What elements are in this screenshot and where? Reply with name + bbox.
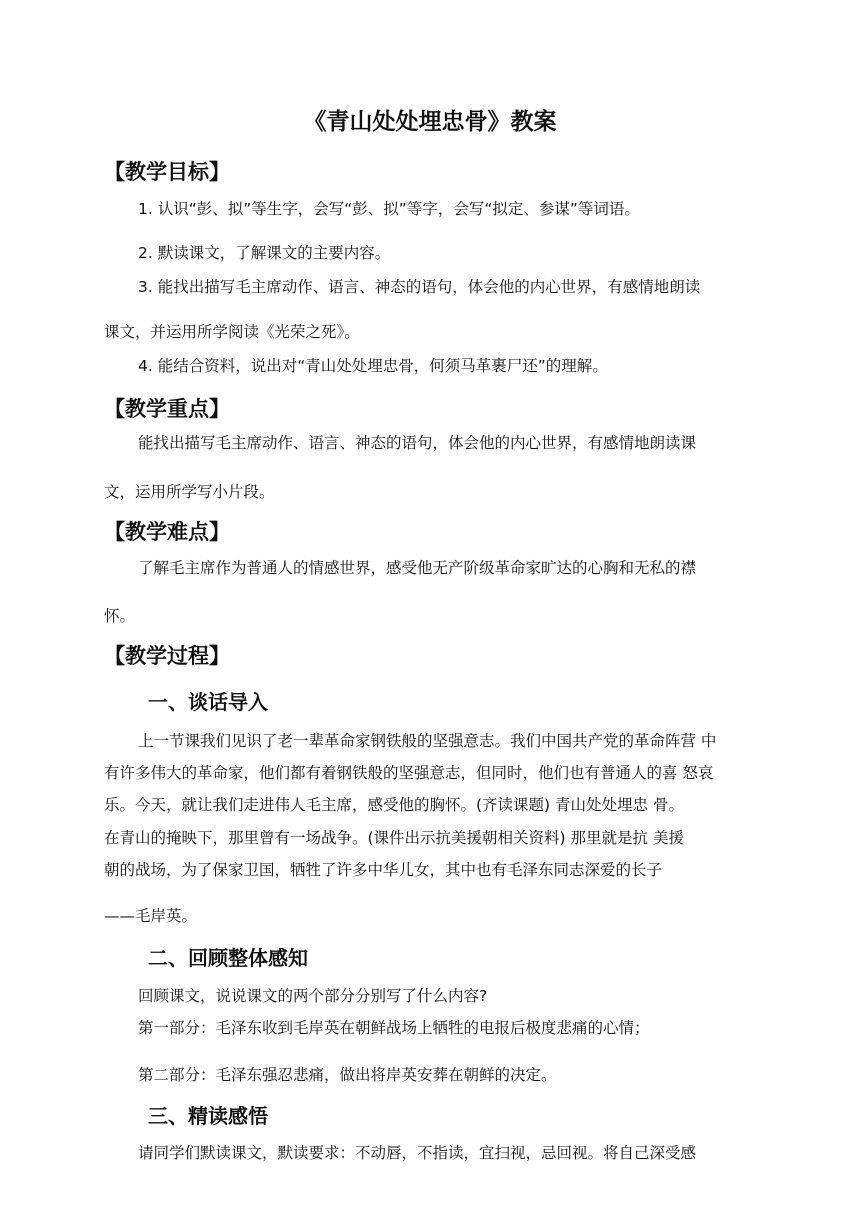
section-heading-objectives: 【教学目标】 [104,160,230,184]
document-title: 《青山处处埋忠骨》教案 [303,109,557,135]
part2-line-1: 回顾课文，说说课文的两个部分分别写了什么内容? [138,987,488,1005]
part1-line-3: 乐。今天，就让我们走进伟人毛主席，感受他的胸怀。(齐读课题) 青山处处埋忠 骨。 [104,796,684,814]
objective-item-3-continued: 课文，并运用所学阅读《光荣之死》。 [104,323,360,341]
part1-line-5: 朝的战场，为了保家卫国，牺牲了许多中华儿女，其中也有毛泽东同志深爱的长子 [104,861,663,879]
part2-line-2: 第一部分：毛泽东收到毛岸英在朝鲜战场上牺牲的电报后极度悲痛的心情； [138,1019,650,1037]
objective-item-4: 4. 能结合资料，说出对“青山处处埋忠骨，何须马革裹尸还”的理解。 [138,357,608,375]
process-part1-heading: 一、谈话导入 [148,690,268,714]
part1-line-2: 有许多伟大的革命家，他们都有着钢铁般的坚强意志，但同时，他们也有普通人的喜 怒哀 [104,764,714,782]
process-part2-heading: 二、回顾整体感知 [148,946,308,970]
part1-line-6: ——毛岸英。 [104,907,198,925]
part1-line-1: 上一节课我们见识了老一辈革命家钢铁般的坚强意志。我们中国共产党的革命阵营 中 [138,732,717,750]
key-points-line-1: 能找出描写毛主席动作、语言、神态的语句，体会他的内心世界，有感情地朗读课 [138,434,697,452]
process-part3-heading: 三、精读感悟 [148,1104,268,1128]
difficulties-line-1: 了解毛主席作为普通人的情感世界，感受他无产阶级革命家旷达的心胸和无私的襟 [138,559,697,577]
part3-line-1: 请同学们默读课文，默读要求：不动唇，不指读，宜扫视，忌回视。将自己深受感 [138,1144,697,1162]
objective-item-2: 2. 默读课文，了解课文的主要内容。 [138,244,391,262]
part1-line-4: 在青山的掩映下，那里曾有一场战争。(课件出示抗美援朝相关资料) 那里就是抗 美援 [104,829,684,847]
difficulties-line-2: 怀。 [104,607,136,625]
section-heading-key-points: 【教学重点】 [104,397,230,421]
objective-item-1: 1. 认识“彭、拟”等生字，会写“彭、拟”等字，会写“拟定、参谋”等词语。 [138,200,640,218]
part2-line-3: 第二部分：毛泽东强忍悲痛，做出将岸英安葬在朝鲜的决定。 [138,1066,557,1084]
section-heading-process: 【教学过程】 [104,644,230,668]
objective-item-3: 3. 能找出描写毛主席动作、语言、神态的语句，体会他的内心世界，有感情地朗读 [138,278,701,296]
section-heading-difficulties: 【教学难点】 [104,520,230,544]
key-points-line-2: 文，运用所学写小片段。 [104,483,275,501]
